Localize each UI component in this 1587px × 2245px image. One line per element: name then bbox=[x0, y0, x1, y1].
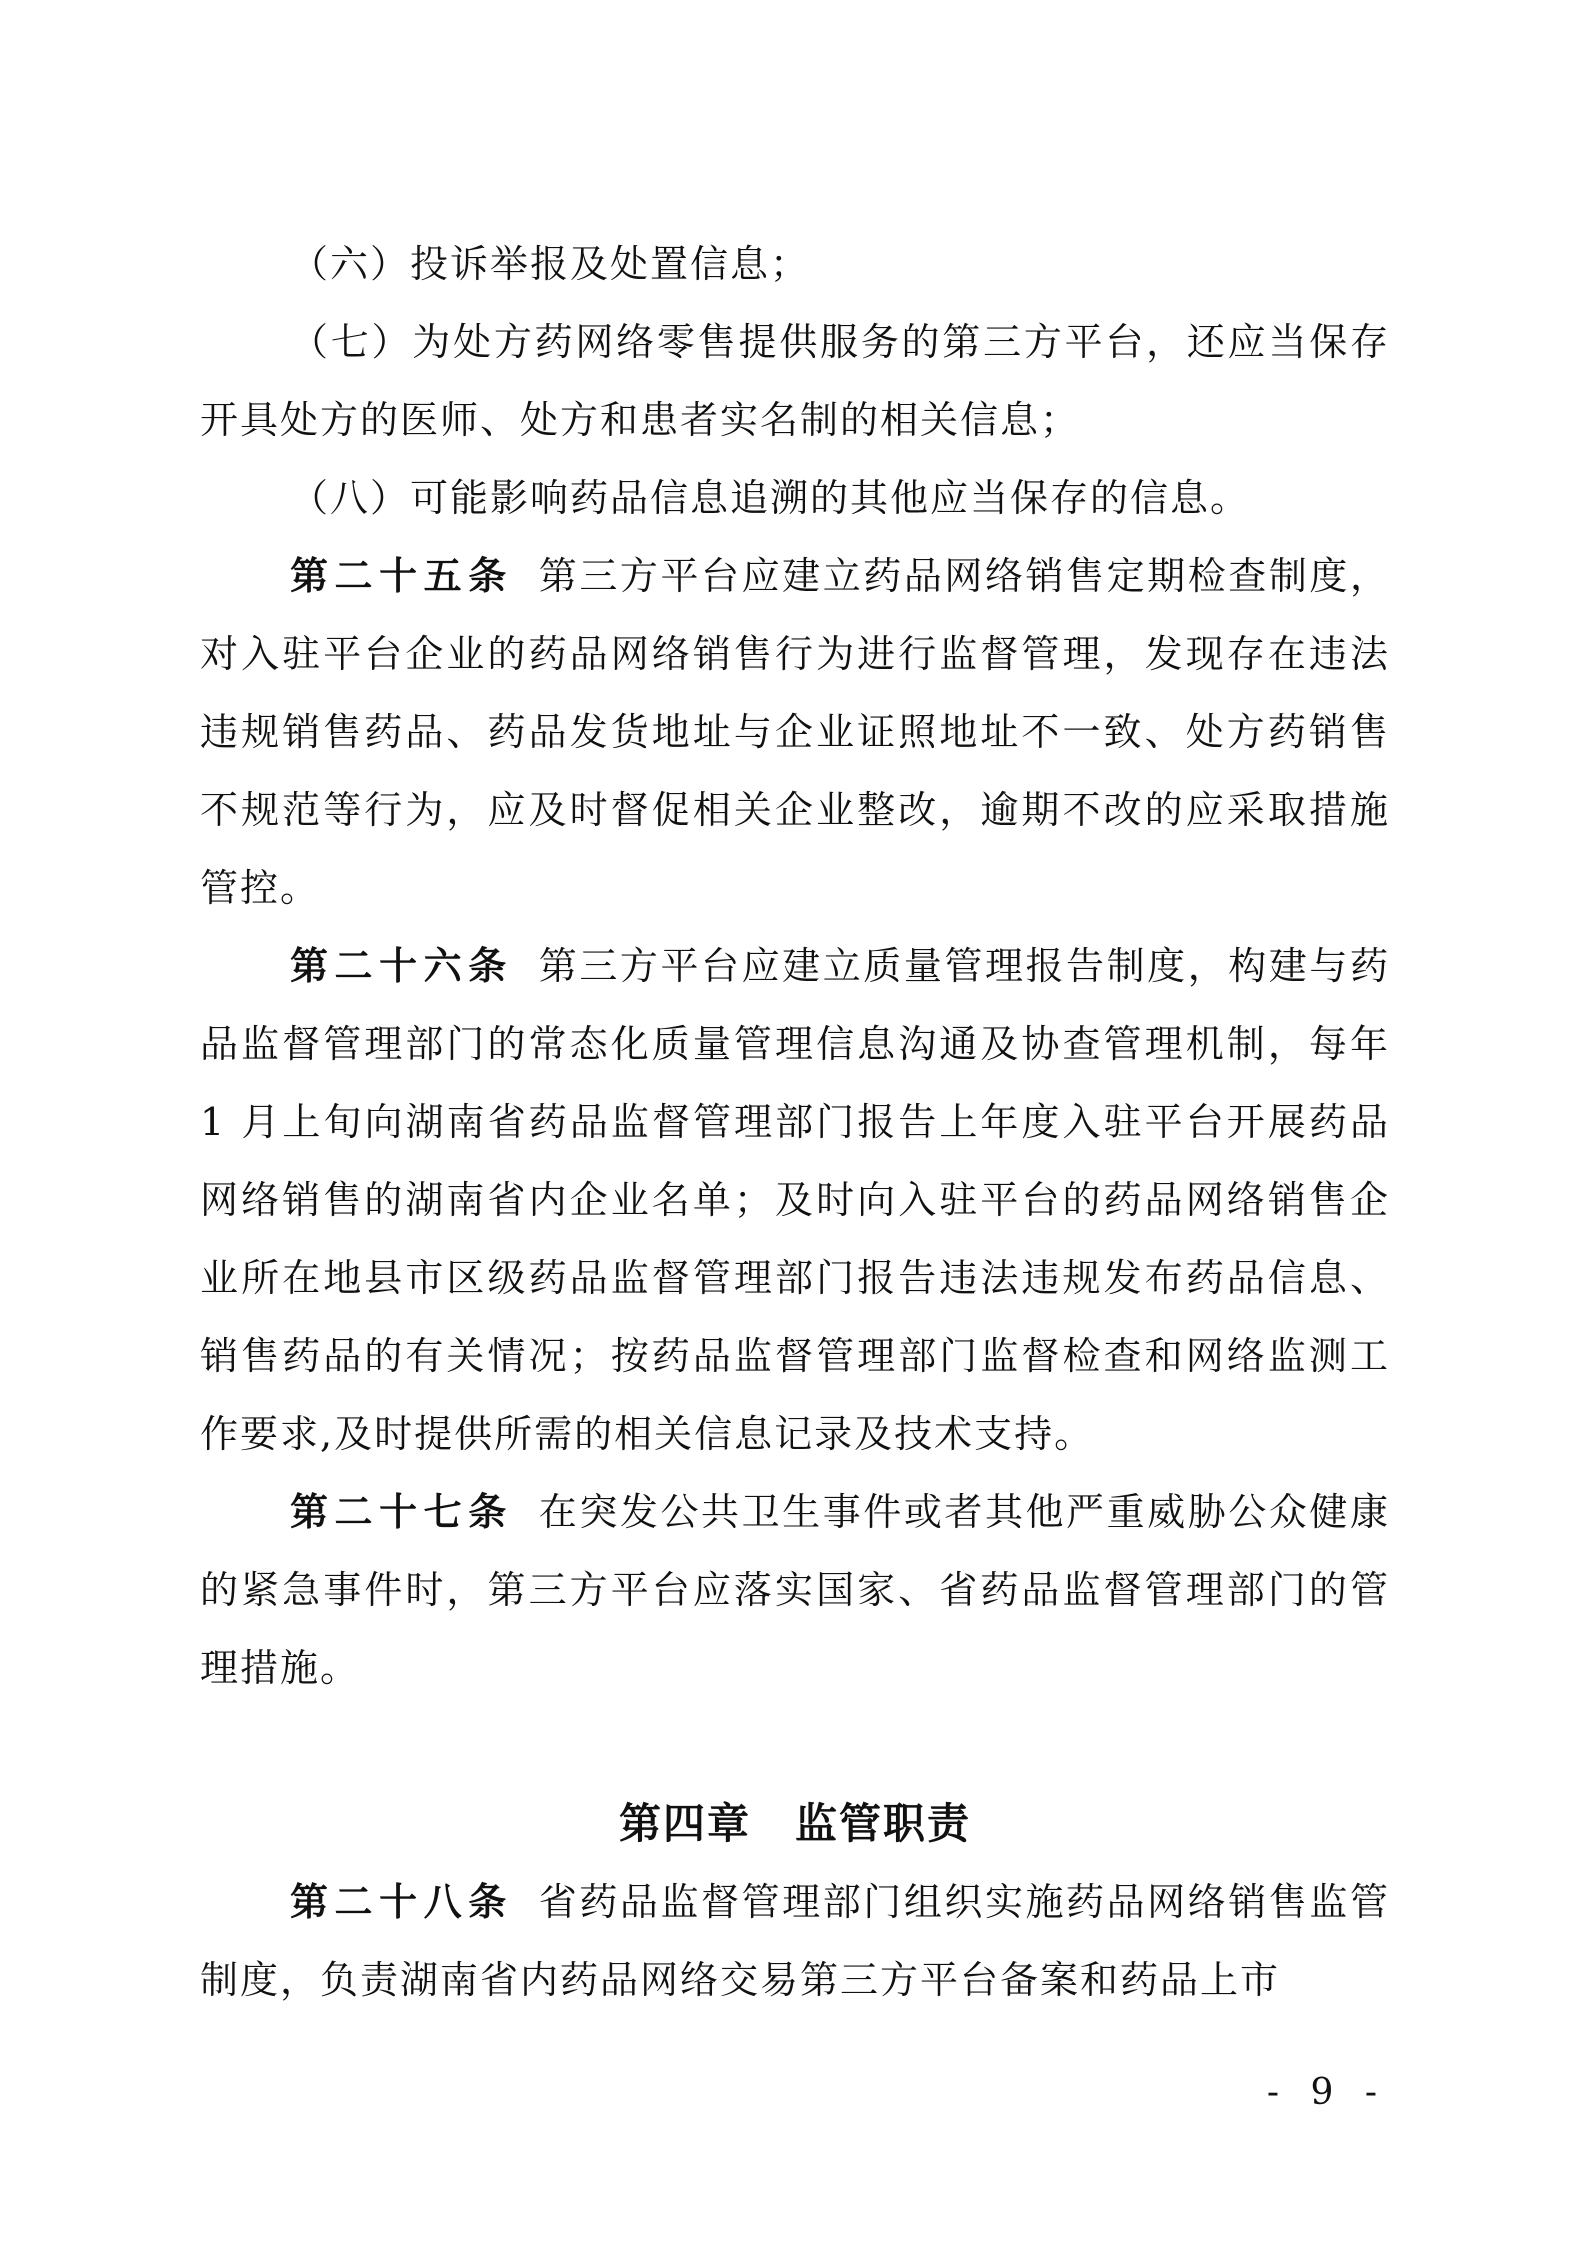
article-label: 第二十六条 bbox=[290, 944, 513, 988]
article-27 bbox=[200, 1473, 1390, 1707]
article-label: 第二十五条 bbox=[290, 554, 513, 598]
paragraph-item-8 bbox=[200, 459, 1390, 537]
paragraph-group-bottom bbox=[200, 1863, 1390, 2019]
page-number: - 9 - bbox=[1266, 2072, 1387, 2113]
paragraph-text: 第三方平台应建立药品网络销售定期检查制度，对入驻平台企业的药品网络销售行为进行监督管理，发现存在违法违规销售药品、药品发货地址与企业证照地址不一致、处方药销售不规范等行为，应及时督促相关企业整改，逾期不改的应采取措施管控。 bbox=[200, 554, 1390, 910]
paragraph-text: 第三方平台应建立质量管理报告制度，构建与药品监督管理部门的常态化质量管理信息沟通及协查管理机制，每年 1 月上旬向湖南省药品监督管理部门报告上年度入驻平台开展药品网络销售的湖南省内企业名单；及时向入驻平台的药品网络销售企业所在地县市区级药品监督管理部门报告违法违规发布药品信息、销售药品的有关情况；按药品监督管理部门监督检查和网络监测工作要求,及时提供所需的相关信息记录及技术支持。 bbox=[200, 944, 1390, 1456]
page-content bbox=[200, 225, 1390, 2019]
chapter-number: 第四章 bbox=[618, 1799, 751, 1848]
article-label: 第二十八条 bbox=[290, 1880, 513, 1924]
chapter-title: 监管职责 bbox=[795, 1799, 972, 1848]
paragraph-text: （八）可能影响药品信息追溯的其他应当保存的信息。 bbox=[290, 476, 1251, 520]
paragraph-text: 省药品监督管理部门组织实施药品网络销售监管制度，负责湖南省内药品网络交易第三方平台备案和药品上市 bbox=[200, 1880, 1390, 2002]
article-25 bbox=[200, 537, 1390, 927]
paragraph-text: （六）投诉举报及处置信息； bbox=[290, 242, 811, 286]
paragraph-text: （七）为处方药网络零售提供服务的第三方平台，还应当保存开具处方的医师、处方和患者实名制的相关信息； bbox=[200, 320, 1390, 442]
article-26 bbox=[200, 927, 1390, 1473]
paragraph-item-7 bbox=[200, 303, 1390, 459]
chapter-heading bbox=[200, 1785, 1390, 1863]
article-label: 第二十七条 bbox=[290, 1490, 513, 1534]
paragraph-group-top bbox=[200, 225, 1390, 1707]
article-28 bbox=[200, 1863, 1390, 2019]
paragraph-text: 在突发公共卫生事件或者其他严重威胁公众健康的紧急事件时，第三方平台应落实国家、省药品监督管理部门的管理措施。 bbox=[200, 1490, 1390, 1690]
paragraph-item-6 bbox=[200, 225, 1390, 303]
